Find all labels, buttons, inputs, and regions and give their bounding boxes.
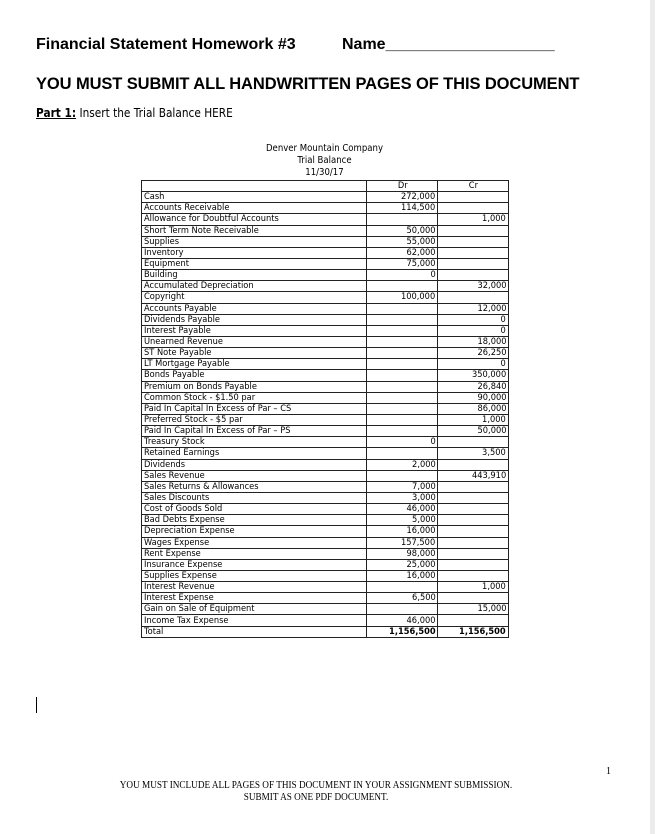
credit-cell: 32,000 [438, 281, 509, 292]
document-title-line [36, 36, 555, 54]
account-name-cell: Sales Discounts [142, 492, 367, 503]
debit-cell: 7,000 [367, 481, 438, 492]
credit-cell: 26,250 [438, 348, 509, 359]
account-name-cell: ST Note Payable [142, 348, 367, 359]
table-row [142, 192, 509, 203]
account-name-cell: Unearned Revenue [142, 336, 367, 347]
account-name-cell: Retained Earnings [142, 448, 367, 459]
credit-cell: 3,500 [438, 448, 509, 459]
credit-cell: 26,840 [438, 381, 509, 392]
account-name-cell: Paid In Capital In Excess of Par – PS [142, 426, 367, 437]
account-name-cell: Interest Revenue [142, 582, 367, 593]
account-name-cell: Paid In Capital In Excess of Par – CS [142, 403, 367, 414]
account-name-cell: Sales Returns & Allowances [142, 481, 367, 492]
debit-cell: 16,000 [367, 526, 438, 537]
credit-cell: 1,000 [438, 582, 509, 593]
trial-balance-table [141, 180, 509, 638]
account-name-cell: Preferred Stock - $5 par [142, 414, 367, 425]
page-edge-scroll-gutter [650, 0, 655, 834]
account-name-cell: LT Mortgage Payable [142, 359, 367, 370]
table-row [142, 470, 509, 481]
submit-instruction-heading: YOU MUST SUBMIT ALL HANDWRITTEN PAGES OF THIS DOCUMENT [36, 75, 580, 93]
header-account [142, 181, 367, 192]
account-name-cell: Accounts Receivable [142, 203, 367, 214]
total-debit-cell: 1,156,500 [367, 626, 438, 637]
table-row [142, 481, 509, 492]
account-name-cell: Insurance Expense [142, 559, 367, 570]
debit-cell: 6,500 [367, 593, 438, 604]
debit-cell [367, 414, 438, 425]
credit-cell: 443,910 [438, 470, 509, 481]
table-row [142, 359, 509, 370]
credit-cell: 0 [438, 314, 509, 325]
table-row [142, 492, 509, 503]
credit-cell [438, 593, 509, 604]
total-credit-cell: 1,156,500 [438, 626, 509, 637]
credit-cell: 15,000 [438, 604, 509, 615]
debit-cell [367, 392, 438, 403]
credit-cell [438, 258, 509, 269]
credit-cell [438, 270, 509, 281]
account-name-cell: Supplies Expense [142, 570, 367, 581]
report-name: Trial Balance [297, 155, 352, 167]
debit-cell: 272,000 [367, 192, 438, 203]
credit-cell [438, 548, 509, 559]
account-name-cell: Interest Expense [142, 593, 367, 604]
account-name-cell: Income Tax Expense [142, 615, 367, 626]
credit-cell [438, 537, 509, 548]
account-name-cell: Copyright [142, 292, 367, 303]
debit-cell: 75,000 [367, 258, 438, 269]
part1-label: Part 1: [36, 106, 77, 120]
account-name-cell: Accounts Payable [142, 303, 367, 314]
credit-cell [438, 437, 509, 448]
table-row [142, 559, 509, 570]
table-row [142, 392, 509, 403]
debit-cell [367, 336, 438, 347]
table-row [142, 593, 509, 604]
account-name-cell: Depreciation Expense [142, 526, 367, 537]
debit-cell [367, 325, 438, 336]
table-row [142, 615, 509, 626]
table-row [142, 336, 509, 347]
debit-cell: 3,000 [367, 492, 438, 503]
debit-cell [367, 470, 438, 481]
account-name-cell: Allowance for Doubtful Accounts [142, 214, 367, 225]
debit-cell [367, 314, 438, 325]
credit-cell: 90,000 [438, 392, 509, 403]
credit-cell [438, 481, 509, 492]
table-row [142, 526, 509, 537]
table-row [142, 426, 509, 437]
table-row [142, 604, 509, 615]
account-name-cell: Treasury Stock [142, 437, 367, 448]
credit-cell: 50,000 [438, 426, 509, 437]
table-row [142, 448, 509, 459]
credit-cell [438, 526, 509, 537]
part1-text: Insert the Trial Balance HERE [76, 106, 233, 120]
table-row [142, 414, 509, 425]
credit-cell [438, 236, 509, 247]
debit-cell [367, 370, 438, 381]
credit-cell [438, 247, 509, 258]
total-row [142, 626, 509, 637]
page-number: 1 [606, 766, 611, 777]
table-row [142, 437, 509, 448]
text-cursor[interactable] [36, 697, 37, 713]
account-name-cell: Wages Expense [142, 537, 367, 548]
report-date: 11/30/17 [305, 167, 344, 179]
credit-cell [438, 504, 509, 515]
credit-cell: 18,000 [438, 336, 509, 347]
debit-cell: 0 [367, 437, 438, 448]
table-row [142, 381, 509, 392]
account-name-cell: Supplies [142, 236, 367, 247]
debit-cell [367, 214, 438, 225]
credit-cell [438, 459, 509, 470]
credit-cell [438, 492, 509, 503]
account-name-cell: Inventory [142, 247, 367, 258]
account-name-cell: Gain on Sale of Equipment [142, 604, 367, 615]
credit-cell [438, 192, 509, 203]
table-row [142, 348, 509, 359]
table-row [142, 403, 509, 414]
table-row [142, 537, 509, 548]
header-credit: Cr [438, 181, 509, 192]
name-field-blank[interactable]: Name___________________ [342, 36, 555, 53]
credit-cell [438, 292, 509, 303]
table-row [142, 203, 509, 214]
debit-cell: 46,000 [367, 504, 438, 515]
table-row [142, 292, 509, 303]
footer-line-1: YOU MUST INCLUDE ALL PAGES OF THIS DOCUMENT IN YOUR ASSIGNMENT SUBMISSION. [119, 780, 513, 791]
account-name-cell: Dividends Payable [142, 314, 367, 325]
credit-cell [438, 570, 509, 581]
table-row [142, 570, 509, 581]
account-name-cell: Building [142, 270, 367, 281]
account-name-cell: Interest Payable [142, 325, 367, 336]
table-row [142, 515, 509, 526]
table-row [142, 270, 509, 281]
credit-cell: 1,000 [438, 414, 509, 425]
debit-cell: 16,000 [367, 570, 438, 581]
debit-cell [367, 403, 438, 414]
debit-cell [367, 281, 438, 292]
account-name-cell: Accumulated Depreciation [142, 281, 367, 292]
table-row [142, 370, 509, 381]
table-row [142, 325, 509, 336]
debit-cell: 100,000 [367, 292, 438, 303]
account-name-cell: Bad Debts Expense [142, 515, 367, 526]
credit-cell [438, 615, 509, 626]
table-row [142, 548, 509, 559]
document-title: Financial Statement Homework #3 [36, 36, 296, 53]
account-name-cell: Dividends [142, 459, 367, 470]
debit-cell [367, 604, 438, 615]
credit-cell [438, 225, 509, 236]
table-row [142, 225, 509, 236]
table-row [142, 314, 509, 325]
account-name-cell: Rent Expense [142, 548, 367, 559]
credit-cell: 350,000 [438, 370, 509, 381]
debit-cell: 46,000 [367, 615, 438, 626]
credit-cell [438, 559, 509, 570]
trial-balance-heading [141, 143, 508, 180]
table-row [142, 214, 509, 225]
debit-cell: 0 [367, 270, 438, 281]
debit-cell [367, 381, 438, 392]
debit-cell: 55,000 [367, 236, 438, 247]
credit-cell [438, 515, 509, 526]
credit-cell: 12,000 [438, 303, 509, 314]
debit-cell: 50,000 [367, 225, 438, 236]
account-name-cell: Short Term Note Receivable [142, 225, 367, 236]
page-footer [0, 780, 632, 804]
total-label-cell: Total [142, 626, 367, 637]
debit-cell: 2,000 [367, 459, 438, 470]
account-name-cell: Sales Revenue [142, 470, 367, 481]
credit-cell: 0 [438, 325, 509, 336]
account-name-cell: Cost of Goods Sold [142, 504, 367, 515]
credit-cell: 1,000 [438, 214, 509, 225]
credit-cell [438, 203, 509, 214]
credit-cell: 86,000 [438, 403, 509, 414]
debit-cell [367, 348, 438, 359]
debit-cell [367, 426, 438, 437]
debit-cell: 62,000 [367, 247, 438, 258]
debit-cell: 157,500 [367, 537, 438, 548]
debit-cell: 25,000 [367, 559, 438, 570]
table-row [142, 504, 509, 515]
table-row [142, 247, 509, 258]
debit-cell [367, 303, 438, 314]
table-row [142, 281, 509, 292]
company-name: Denver Mountain Company [265, 143, 384, 154]
debit-cell: 98,000 [367, 548, 438, 559]
debit-cell: 5,000 [367, 515, 438, 526]
account-name-cell: Cash [142, 192, 367, 203]
table-row [142, 303, 509, 314]
account-name-cell: Common Stock - $1.50 par [142, 392, 367, 403]
account-name-cell: Bonds Payable [142, 370, 367, 381]
debit-cell [367, 448, 438, 459]
credit-cell: 0 [438, 359, 509, 370]
table-row [142, 258, 509, 269]
part1-instruction [36, 106, 233, 120]
table-row [142, 236, 509, 247]
debit-cell [367, 582, 438, 593]
debit-cell [367, 359, 438, 370]
footer-line-2: SUBMIT AS ONE PDF DOCUMENT. [243, 792, 389, 803]
table-header-row [142, 181, 509, 192]
debit-cell: 114,500 [367, 203, 438, 214]
header-debit: Dr [367, 181, 438, 192]
account-name-cell: Premium on Bonds Payable [142, 381, 367, 392]
table-row [142, 582, 509, 593]
account-name-cell: Equipment [142, 258, 367, 269]
table-row [142, 459, 509, 470]
